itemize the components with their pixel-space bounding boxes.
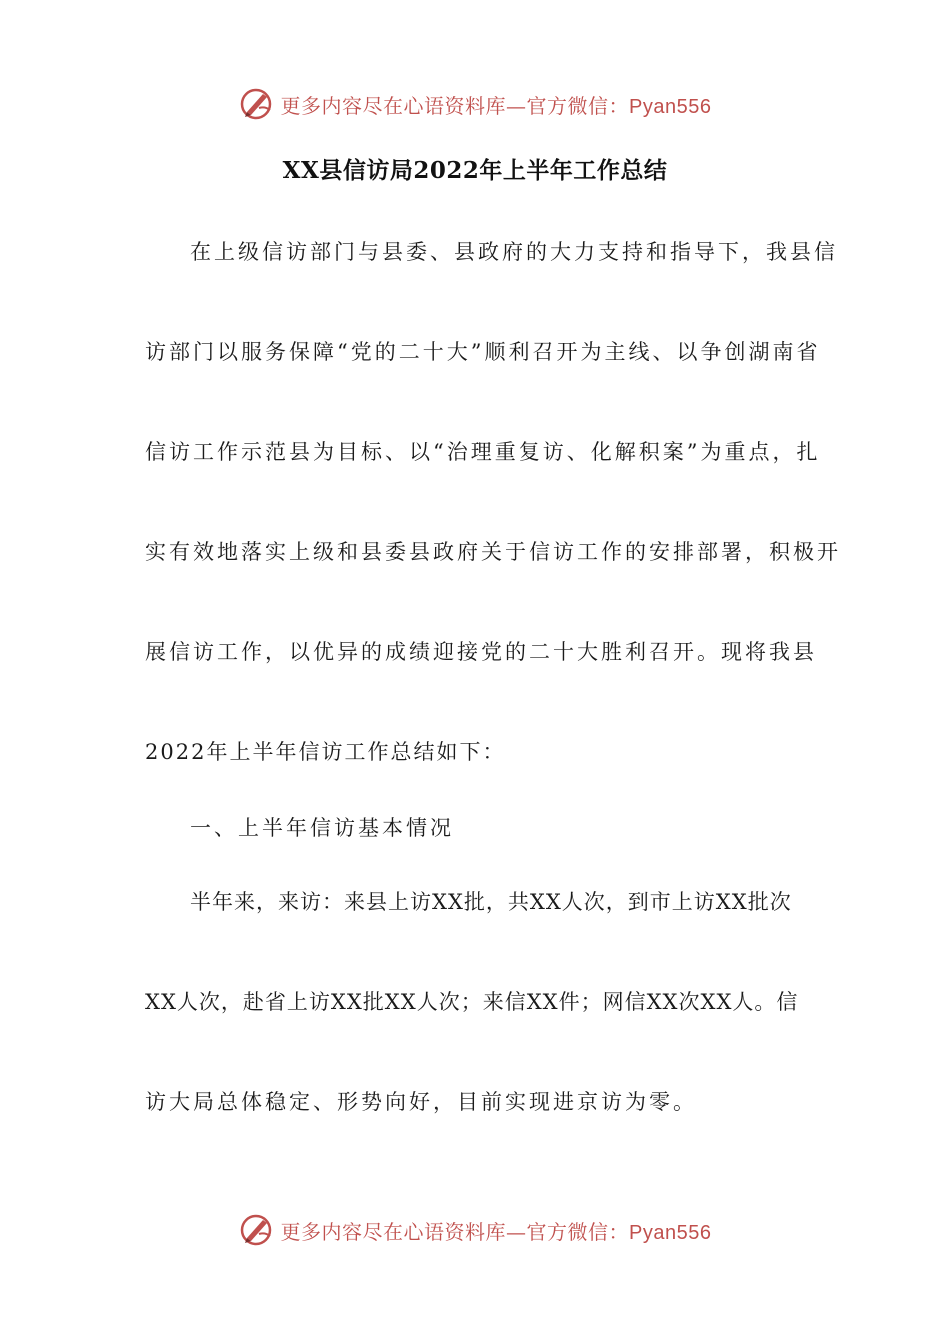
paragraph-line: 信访工作示范县为目标、以“治理重复访、化解积案”为重点，扎 — [145, 440, 821, 464]
paragraph-line: XX人次，赴省上访XX批XX人次；来信XX件；网信XX次XX人。信 — [145, 990, 799, 1014]
document-title: XX县信访局2022年上半年工作总结 — [282, 157, 668, 184]
paragraph-line: 2022年上半年信访工作总结如下： — [145, 740, 506, 764]
banner-wechat-id: Pyan556 — [629, 95, 712, 118]
banner-text — [281, 90, 712, 119]
paragraph-line: 半年来，来访：来县上访XX批，共XX人次，到市上访XX批次 — [190, 890, 792, 914]
paragraph-line: 访部门以服务保障“党的二十大”顺利召开为主线、以争创湖南省 — [145, 340, 821, 364]
pen-circle-logo-icon — [239, 86, 275, 122]
banner-slogan: 更多内容尽在心语资料库—官方微信： — [280, 93, 630, 118]
section-heading: 一、上半年信访基本情况 — [190, 816, 454, 840]
banner-text — [281, 1216, 712, 1245]
paragraph-line: 展信访工作，以优异的成绩迎接党的二十大胜利召开。现将我县 — [145, 640, 817, 664]
footer-banner — [0, 1210, 950, 1250]
pen-circle-logo-icon — [239, 1212, 275, 1248]
paragraph-line: 实有效地落实上级和县委县政府关于信访工作的安排部署，积极开 — [145, 540, 841, 564]
banner-wechat-id: Pyan556 — [629, 1221, 712, 1244]
paragraph-line: 访大局总体稳定、形势向好，目前实现进京访为零。 — [145, 1090, 697, 1114]
paragraph-line: 在上级信访部门与县委、县政府的大力支持和指导下，我县信 — [190, 240, 838, 264]
banner-slogan: 更多内容尽在心语资料库—官方微信： — [280, 1219, 630, 1244]
header-banner — [0, 84, 950, 124]
